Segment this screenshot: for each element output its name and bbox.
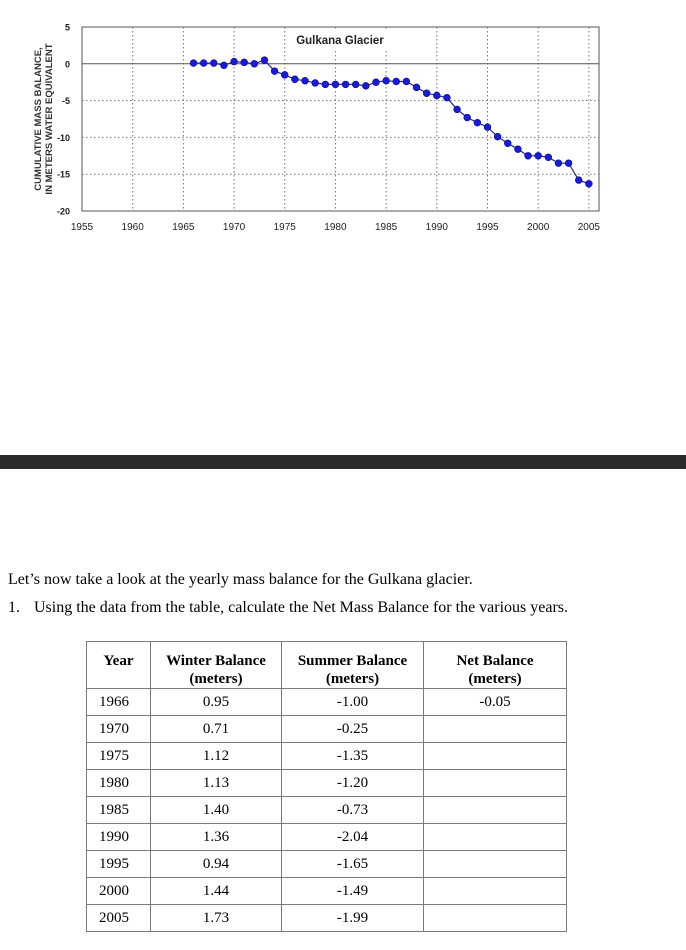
chart-canvas — [0, 0, 686, 250]
data-point — [444, 94, 451, 101]
cell-summer-balance: -0.25 — [282, 716, 424, 743]
table-row — [87, 797, 567, 824]
cell-winter-balance: 1.73 — [151, 905, 282, 932]
cell-net-balance[interactable] — [424, 716, 567, 743]
data-point — [433, 92, 440, 99]
data-point — [251, 60, 258, 67]
cell-winter-balance: 0.94 — [151, 851, 282, 878]
cell-summer-balance: -2.04 — [282, 824, 424, 851]
x-tick-label: 2005 — [577, 222, 600, 233]
cell-year: 2000 — [87, 878, 151, 905]
data-point — [312, 80, 319, 87]
cell-winter-balance: 1.40 — [151, 797, 282, 824]
cell-year: 1990 — [87, 824, 151, 851]
cell-net-balance[interactable] — [424, 770, 567, 797]
x-tick-label: 1965 — [172, 222, 195, 233]
cell-year: 1966 — [87, 689, 151, 716]
data-point — [281, 71, 288, 78]
data-point — [190, 60, 197, 67]
data-point — [535, 152, 542, 159]
cell-net-balance[interactable] — [424, 743, 567, 770]
data-point — [454, 106, 461, 113]
data-point — [261, 57, 268, 64]
cell-summer-balance: -1.65 — [282, 851, 424, 878]
question-text: Using the data from the table, calculate the Net Mass Balance for the various years. — [34, 599, 569, 616]
data-point — [545, 154, 552, 161]
y-tick-label: 5 — [64, 22, 70, 33]
y-tick-label: 0 — [64, 59, 70, 70]
table-row — [87, 743, 567, 770]
cell-net-balance[interactable] — [424, 851, 567, 878]
cell-summer-balance: -1.99 — [282, 905, 424, 932]
cell-net-balance[interactable]: -0.05 — [424, 689, 567, 716]
y-axis-label-line1: CUMULATIVE MASS BALANCE, — [33, 47, 44, 191]
data-point — [342, 81, 349, 88]
y-tick-label: -10 — [56, 132, 70, 143]
cell-summer-balance: -0.73 — [282, 797, 424, 824]
table-row — [87, 878, 567, 905]
data-point — [423, 90, 430, 97]
data-point — [575, 177, 582, 184]
data-point — [393, 78, 400, 85]
data-point — [515, 146, 522, 153]
header-net-balance: Net Balance (meters) — [424, 642, 567, 689]
section-divider — [0, 455, 686, 469]
question-number: 1. — [8, 599, 20, 616]
data-point — [474, 119, 481, 126]
data-point — [383, 77, 390, 84]
data-point — [464, 114, 471, 121]
data-point — [362, 82, 369, 89]
x-tick-label: 1975 — [273, 222, 296, 233]
cell-winter-balance: 0.71 — [151, 716, 282, 743]
cell-year: 1995 — [87, 851, 151, 878]
mass-balance-table — [86, 641, 567, 932]
data-point — [352, 81, 359, 88]
data-point — [241, 59, 248, 66]
cell-winter-balance: 1.36 — [151, 824, 282, 851]
cell-winter-balance: 1.44 — [151, 878, 282, 905]
data-point — [585, 180, 592, 187]
data-point — [373, 79, 380, 86]
x-tick-label: 1980 — [324, 222, 347, 233]
data-point — [403, 78, 410, 85]
cell-winter-balance: 1.13 — [151, 770, 282, 797]
cell-summer-balance: -1.00 — [282, 689, 424, 716]
data-point — [322, 81, 329, 88]
cell-net-balance[interactable] — [424, 878, 567, 905]
data-point — [525, 152, 532, 159]
data-point — [221, 62, 228, 69]
question-1 — [8, 598, 568, 618]
y-tick-label: -20 — [56, 206, 70, 217]
cell-winter-balance: 0.95 — [151, 689, 282, 716]
x-tick-label: 1990 — [425, 222, 448, 233]
x-tick-label: 1960 — [121, 222, 144, 233]
x-tick-label: 1970 — [222, 222, 246, 233]
plot-frame — [82, 27, 599, 211]
table-row — [87, 689, 567, 716]
mass-balance-chart — [0, 0, 686, 250]
cell-net-balance[interactable] — [424, 905, 567, 932]
table-row — [87, 824, 567, 851]
header-summer-balance: Summer Balance (meters) — [282, 642, 424, 689]
data-point — [291, 76, 298, 83]
cell-net-balance[interactable] — [424, 797, 567, 824]
data-point — [494, 133, 501, 140]
table-row — [87, 851, 567, 878]
x-tick-label: 1985 — [374, 222, 398, 233]
data-point — [271, 68, 278, 75]
cell-summer-balance: -1.49 — [282, 878, 424, 905]
y-tick-label: -15 — [56, 169, 70, 180]
cell-year: 1985 — [87, 797, 151, 824]
data-point — [210, 60, 217, 67]
y-axis-label-line2: IN METERS WATER EQUIVALENT — [44, 43, 55, 195]
x-tick-label: 1955 — [70, 222, 94, 233]
table-row — [87, 770, 567, 797]
cell-year: 1970 — [87, 716, 151, 743]
data-point — [484, 124, 491, 131]
data-point — [332, 81, 339, 88]
table-row — [87, 905, 567, 932]
data-point — [231, 58, 238, 65]
header-winter-balance: Winter Balance (meters) — [151, 642, 282, 689]
cell-summer-balance: -1.20 — [282, 770, 424, 797]
cell-net-balance[interactable] — [424, 824, 567, 851]
data-point — [565, 160, 572, 167]
table-header-row — [87, 642, 567, 689]
data-point — [555, 160, 562, 167]
cell-winter-balance: 1.12 — [151, 743, 282, 770]
table-row — [87, 716, 567, 743]
cell-summer-balance: -1.35 — [282, 743, 424, 770]
cell-year: 1980 — [87, 770, 151, 797]
cell-year: 2005 — [87, 905, 151, 932]
x-tick-label: 1995 — [476, 222, 499, 233]
data-point — [200, 60, 207, 67]
data-point — [413, 84, 420, 91]
table-body — [87, 689, 567, 932]
header-year: Year — [87, 642, 151, 689]
y-tick-label: -5 — [61, 96, 70, 107]
data-point — [504, 140, 511, 147]
cell-year: 1975 — [87, 743, 151, 770]
intro-paragraph: Let’s now take a look at the yearly mass balance for the Gulkana glacier. — [8, 571, 473, 588]
data-point — [302, 77, 309, 84]
x-tick-label: 2000 — [527, 222, 550, 233]
chart-title: Gulkana Glacier — [296, 35, 384, 47]
